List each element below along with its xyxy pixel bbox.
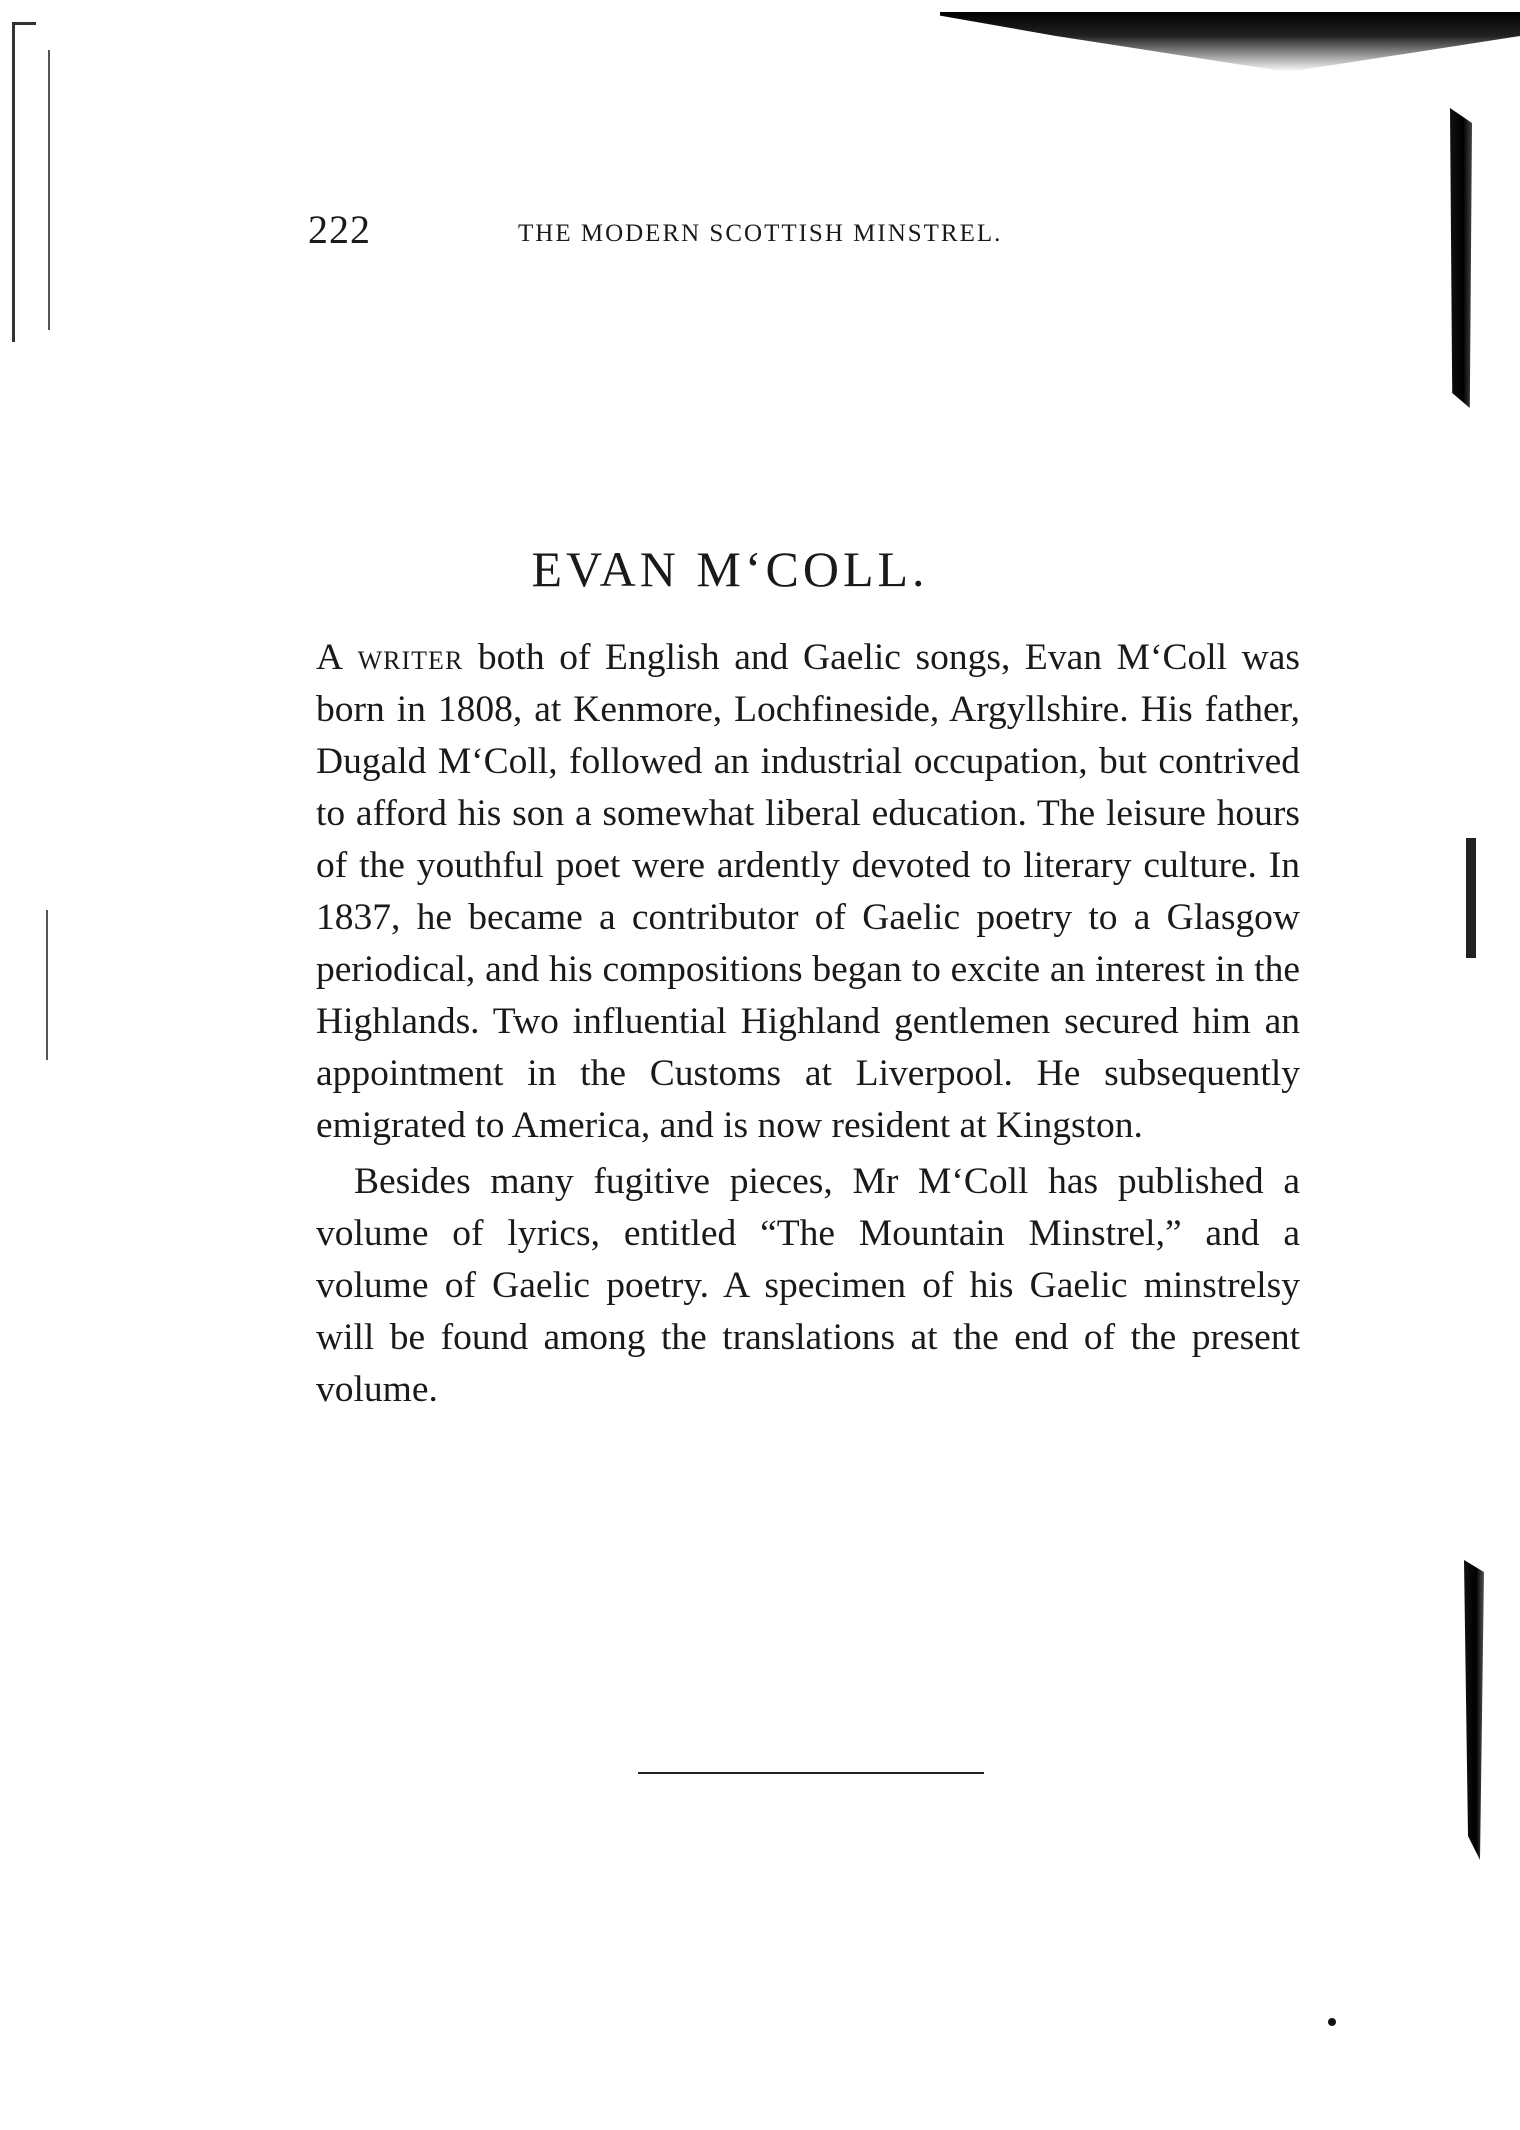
article-title: EVAN M‘COLL.	[531, 541, 929, 597]
running-header	[308, 206, 1128, 256]
page-number: 222	[308, 207, 371, 252]
scan-page-edge	[1464, 1560, 1484, 1860]
scan-binding-mark	[46, 910, 48, 1060]
scan-speck	[1328, 2018, 1336, 2026]
scan-binding-mark	[12, 22, 36, 25]
scan-edge-shadow	[940, 12, 1520, 72]
scan-page-edge	[1450, 108, 1472, 408]
section-rule	[638, 1772, 984, 1774]
scan-binding-mark	[48, 50, 50, 330]
article-body	[316, 632, 1300, 1416]
running-title: THE MODERN SCOTTISH MINSTREL.	[518, 220, 1003, 247]
paragraph-lead: A writer	[316, 637, 464, 678]
paragraph	[316, 632, 1300, 1152]
paragraph-text: both of English and Gaelic songs, Evan M‘Coll was born in 1808, at Kenmore, Lochfineside, Argyllshire. His father, Dugald M‘Coll, followed an industrial occupation, but contrived to afford his son a somewhat liberal education. The leisure hours of the youthful poet were ardently devoted to literary culture. In 1837, he became a contributor of Gaelic poetry to a Glasgow periodical, and his compositions began to excite an interest in the Highlands. Two influential Highland gentlemen secured him an appointment in the Customs at Liverpool. He subsequently emigrated to America, and is now resident at Kingston.	[316, 637, 1300, 1146]
scan-page-edge	[1466, 838, 1476, 958]
paragraph: Besides many fugitive pieces, Mr M‘Coll has published a volume of lyrics, entitled “The Mountain Minstrel,” and a volume of Gaelic poetry. A specimen of his Gaelic minstrelsy will be found among the translations at the end of the present volume.	[316, 1161, 1300, 1410]
scan-binding-mark	[12, 22, 15, 342]
